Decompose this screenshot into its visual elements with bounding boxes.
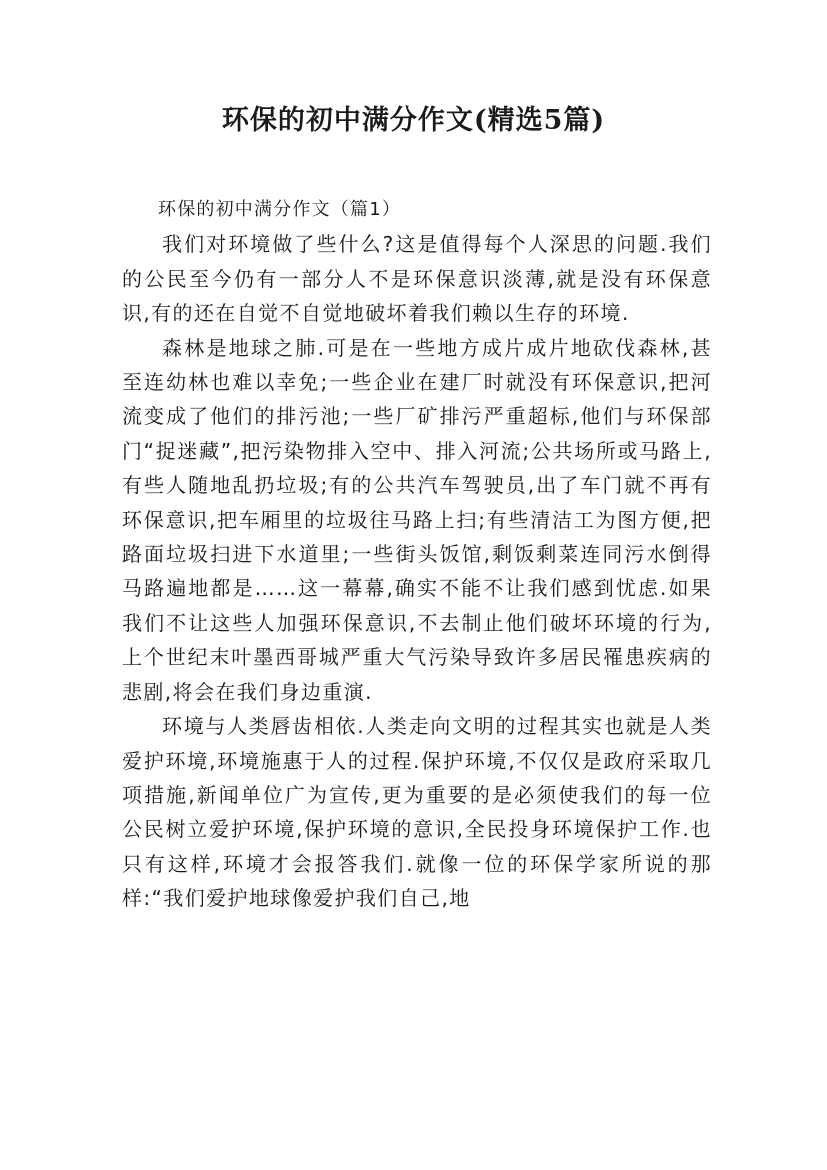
document-title: 环保的初中满分作文(精选5篇) (221, 105, 606, 136)
paragraph-1: 我们对环境做了些什么?这是值得每个人深思的问题.我们的公民至今仍有一部分人不是环保意识淡薄,就是没有环保意识,有的还在自觉不自觉地破坏着我们赖以生存的环境. (122, 232, 712, 326)
document-body (122, 193, 712, 916)
paragraph-3: 环境与人类唇齿相依.人类走向文明的过程其实也就是人类爱护环境,环境施惠于人的过程.保护环境,不仅仅是政府采取几项措施,新闻单位广为宣传,更为重要的是必须使我们的每一位公民树立爱护环境,保护环境的意识,全民投身环境保护工作.也只有这样,环境才会报答我们.就像一位的环保学家所说的那样:“我们爱护地球像爱护我们自己,地 (122, 714, 712, 911)
section-heading: 环保的初中满分作文（篇1） (158, 199, 402, 220)
paragraph-2: 森林是地球之肺.可是在一些地方成片成片地砍伐森林,甚至连幼林也难以幸免;一些企业在建厂时就没有环保意识,把河流变成了他们的排污池;一些厂矿排污严重超标,他们与环保部门“捉迷藏”,把污染物排入空中、排入河流;公共场所或马路上,有些人随地乱扔垃圾;有的公共汽车驾驶员,出了车门就不再有环保意识,把车厢里的垃圾往马路上扫;有些清洁工为图方便,把路面垃圾扫进下水道里;一些街头饭馆,剩饭剩菜连同污水倒得马路遍地都是……这一幕幕,确实不能不让我们感到忧虑.如果我们不让这些人加强环保意识,不去制止他们破坏环境的行为,上个世纪末叶墨西哥城严重大气污染导致许多居民罹患疾病的悲剧,将会在我们身边重演. (122, 335, 712, 704)
